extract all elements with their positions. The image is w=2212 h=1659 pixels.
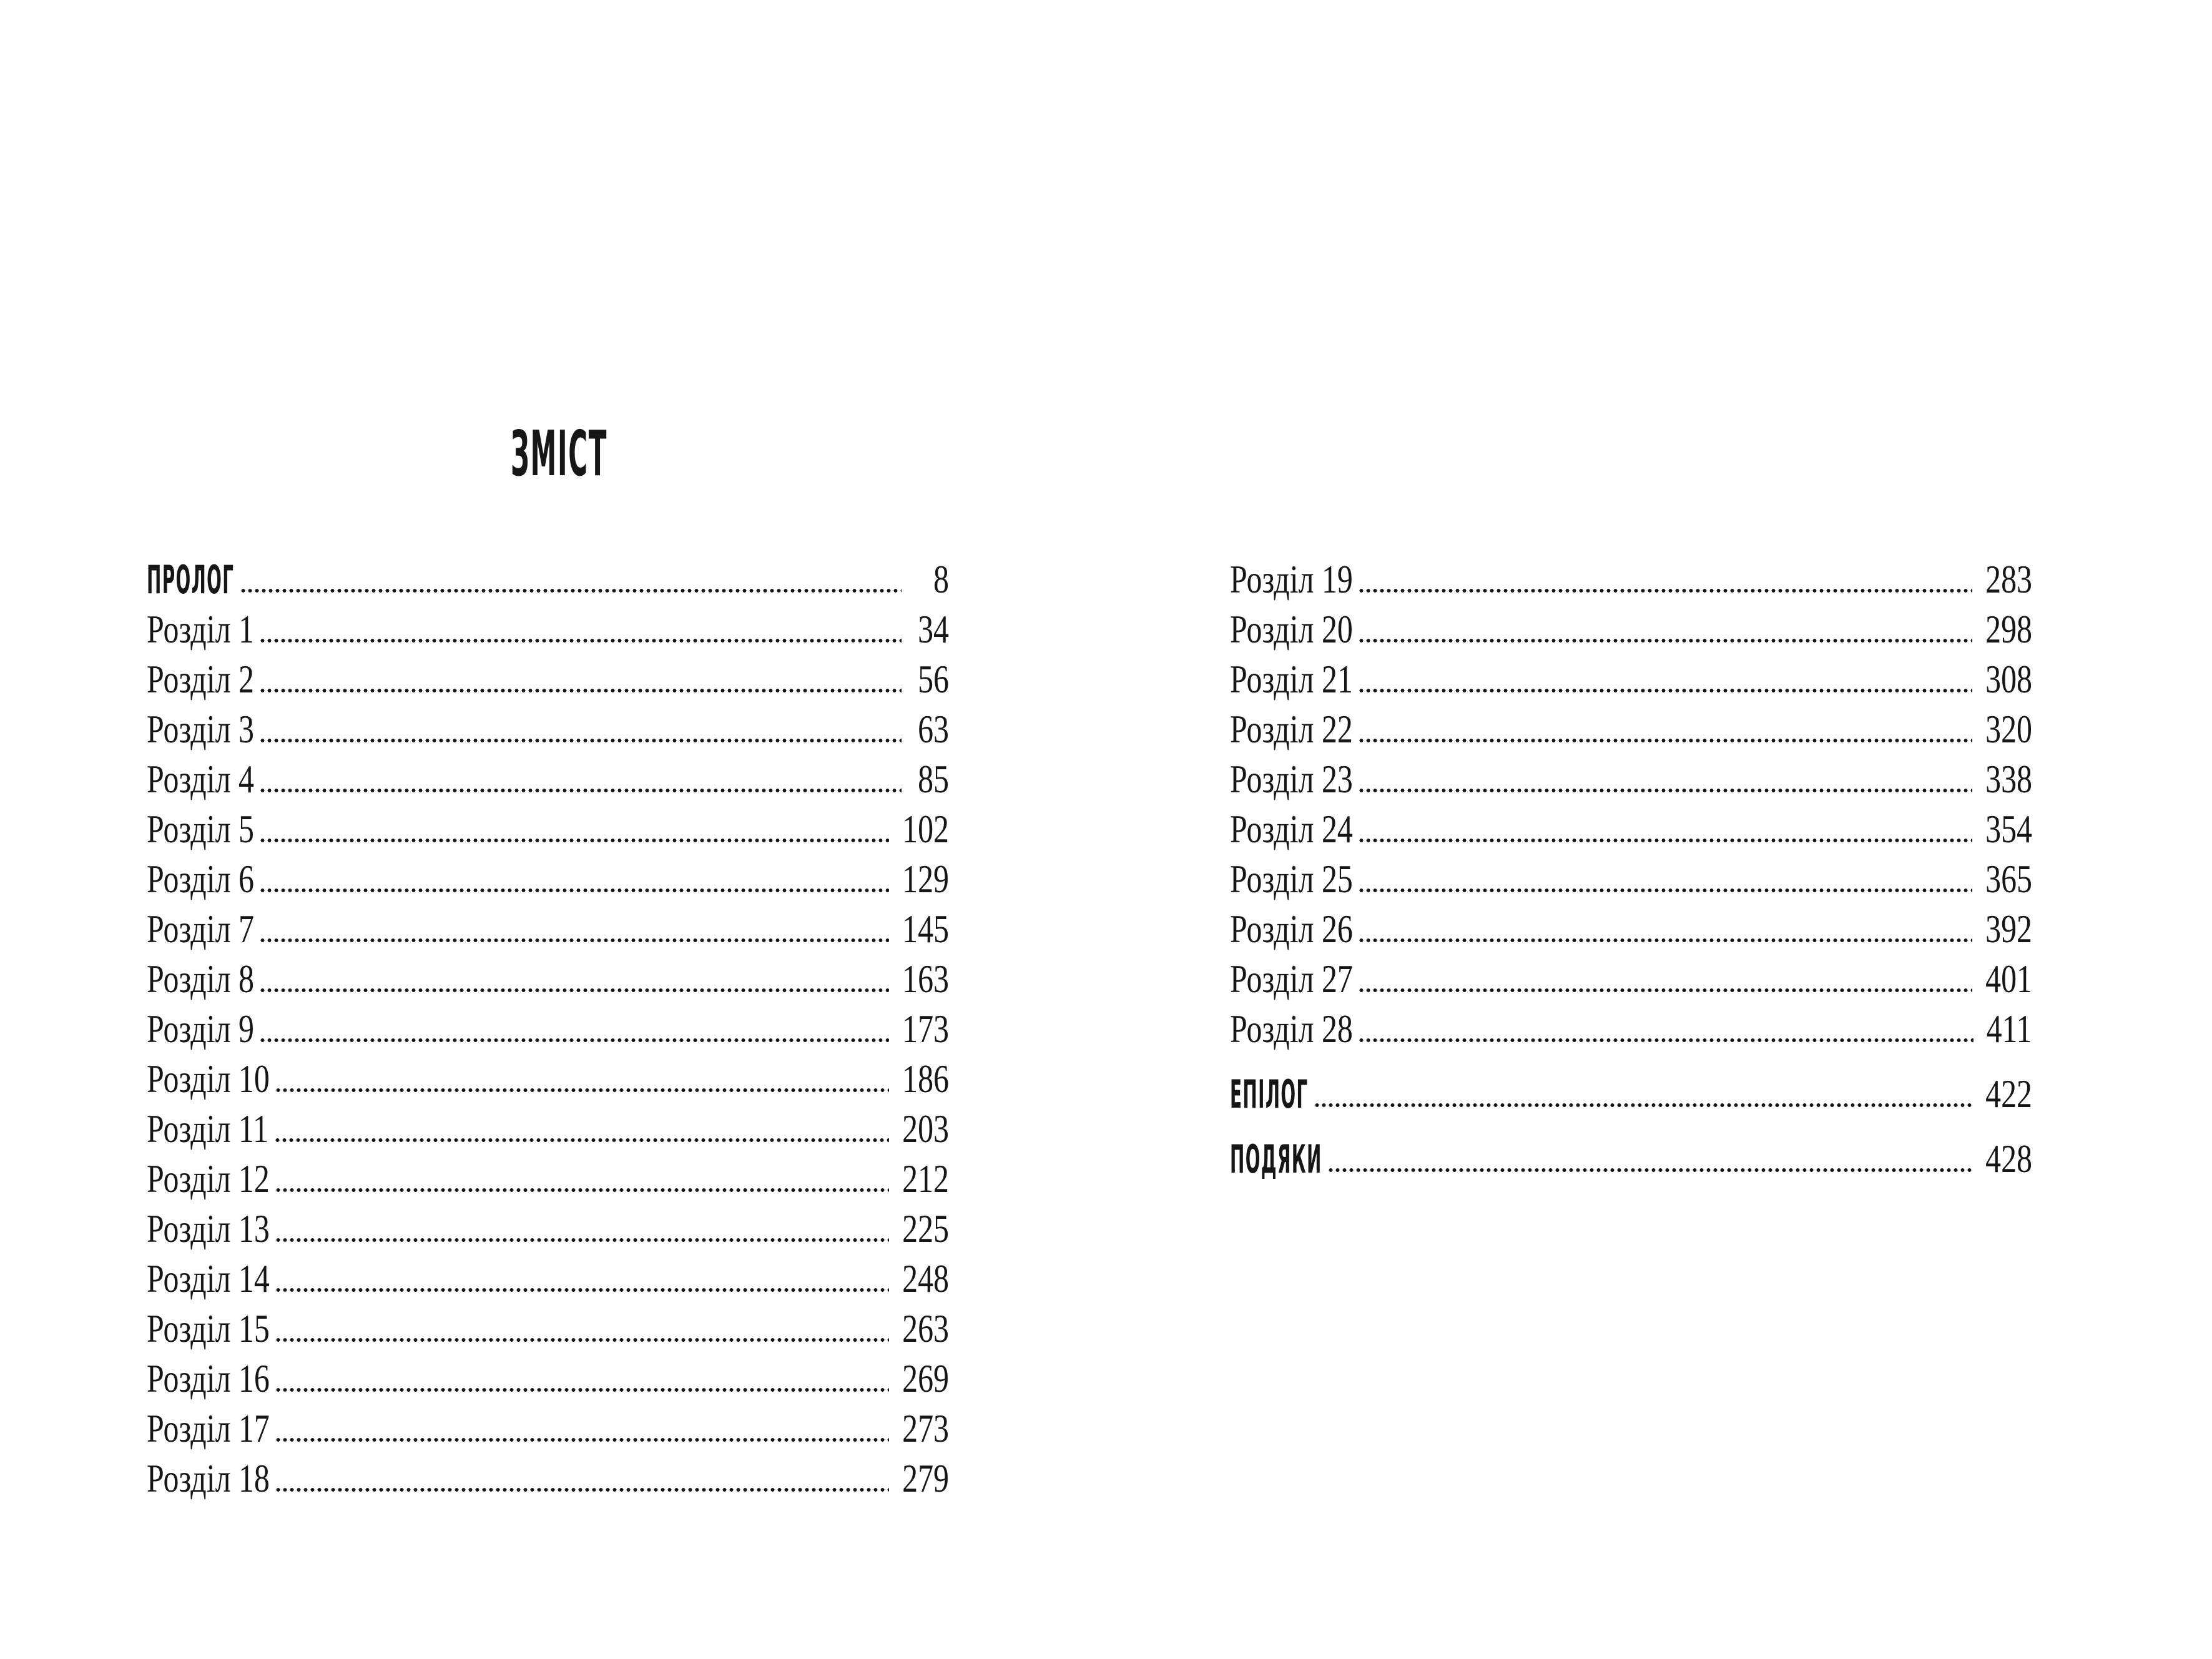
dot-leader (1358, 988, 1972, 993)
dot-leader (259, 938, 889, 943)
toc-entry-label (1230, 859, 1353, 899)
toc-entry-label (147, 859, 254, 899)
toc-entry-label (147, 659, 254, 699)
dot-leader (240, 588, 902, 593)
toc-entry-page (889, 809, 949, 849)
toc-entry (147, 1449, 949, 1499)
toc-entry (1230, 949, 2032, 999)
toc-entry-label-text: Розділ 13 (147, 1206, 270, 1251)
toc-entry-label-text: Розділ 3 (147, 707, 254, 751)
dot-leader (1358, 688, 1972, 693)
toc-entry (147, 1399, 949, 1449)
toc-entry (147, 1149, 949, 1199)
toc-entry-page-number: 308 (1985, 657, 2032, 701)
toc-entry (1230, 749, 2032, 799)
toc-entry-label (147, 1256, 270, 1301)
toc-entry-label-text: Розділ 18 (147, 1456, 270, 1500)
toc-entry-page (889, 1356, 949, 1401)
toc-entry-page-number: 273 (902, 1406, 949, 1450)
toc-entry-page-number: 225 (902, 1206, 949, 1251)
toc-entry (1230, 649, 2032, 699)
toc-entry-page-number: 129 (902, 857, 949, 901)
toc-entry (1230, 549, 2032, 599)
dot-leader (1358, 1038, 1974, 1043)
toc-entry-page (902, 759, 949, 799)
toc-entry-label-text: Розділ 6 (147, 857, 254, 901)
toc-entry-label-text: Розділ 21 (1230, 657, 1353, 701)
toc-entry-page (889, 1406, 949, 1450)
dot-leader (1358, 738, 1972, 743)
toc-entry-label (1230, 1136, 1322, 1182)
toc-entry-label-text: Розділ 20 (1230, 607, 1353, 651)
toc-entry-page-number: 354 (1985, 807, 2032, 851)
toc-entry-label-text: Розділ 2 (147, 657, 254, 701)
toc-entry-page-number: 338 (1985, 757, 2032, 801)
toc-entry-page (1974, 1009, 2032, 1049)
toc-entry (147, 1249, 949, 1299)
dot-leader (259, 788, 902, 793)
toc-entry-label (147, 1356, 270, 1401)
toc-entry-label (1230, 709, 1353, 749)
toc-entry-label-text: Розділ 26 (1230, 907, 1353, 951)
toc-entry-label-text: Розділ 27 (1230, 957, 1353, 1001)
toc-entry-page (1972, 759, 2032, 799)
toc-entry-label-text: Розділ 19 (1230, 557, 1353, 601)
toc-entry-page (1972, 709, 2032, 749)
toc-entry-label (147, 1456, 270, 1500)
toc-entry-page-number: 269 (902, 1356, 949, 1401)
toc-entry-label-text: Розділ 23 (1230, 757, 1353, 801)
toc-entry-label (1230, 909, 1353, 949)
toc-entry-page (889, 959, 949, 999)
toc-entry-page-number: 320 (1985, 707, 2032, 751)
toc-entry-label (1230, 609, 1353, 649)
toc-entry-page-number: 145 (902, 907, 949, 951)
toc-entry-label-text: Розділ 25 (1230, 857, 1353, 901)
toc-entry-page (889, 1306, 949, 1351)
dot-leader (259, 1038, 889, 1043)
toc-entry (1230, 1129, 2032, 1182)
dot-leader (1358, 588, 1972, 593)
toc-entry-label (1230, 1009, 1353, 1049)
toc-entry-label (147, 557, 235, 603)
toc-entry-page (889, 1256, 949, 1301)
dot-leader (259, 838, 889, 843)
toc-entry-page (889, 1009, 949, 1049)
toc-entry-label (147, 1206, 270, 1251)
toc-entry-page-number: 203 (902, 1106, 949, 1151)
toc-entry-page (1972, 559, 2032, 599)
toc-entry (147, 999, 949, 1049)
toc-entry-label (147, 809, 254, 849)
toc-entry (1230, 899, 2032, 949)
dot-leader (259, 888, 889, 893)
toc-entry (1230, 999, 2032, 1049)
toc-entry-page-number: 411 (1986, 1007, 2032, 1051)
toc-entry-page (1972, 1071, 2032, 1116)
toc-entry-label-text: ЕПІЛОГ (1230, 1071, 1309, 1117)
dot-leader (1358, 838, 1972, 843)
dot-leader (259, 638, 902, 643)
toc-entry-page (902, 609, 949, 649)
toc-entry (1230, 849, 2032, 899)
toc-entry-page-number: 283 (1985, 557, 2032, 601)
toc-entry-label (147, 609, 254, 649)
toc-entry-label (1230, 809, 1353, 849)
toc-entry-page (902, 709, 949, 749)
toc-entry (147, 1049, 949, 1099)
toc-entry (1230, 1064, 2032, 1117)
toc-entry (147, 649, 949, 699)
toc-entry-page (889, 909, 949, 949)
toc-entry (1230, 699, 2032, 749)
dot-leader (1358, 938, 1972, 943)
dot-leader (275, 1088, 889, 1093)
toc-entry-page-number: 85 (918, 757, 949, 801)
toc-entry-label (1230, 959, 1353, 999)
toc-column-right (1230, 549, 2032, 1182)
dot-leader (259, 988, 889, 993)
toc-entry-page-number: 279 (902, 1456, 949, 1500)
toc-entry (147, 899, 949, 949)
toc-entry-label (147, 909, 254, 949)
dot-leader (275, 1487, 889, 1492)
toc-entry (147, 549, 949, 603)
dot-leader (1358, 638, 1972, 643)
toc-entry-label-text: Розділ 17 (147, 1406, 270, 1450)
toc-entry-label (147, 1156, 270, 1201)
dot-leader (1358, 788, 1972, 793)
toc-entry-label-text: Розділ 10 (147, 1056, 270, 1101)
toc-entry-page-number: 186 (902, 1056, 949, 1101)
toc-entry-page (1972, 809, 2032, 849)
dot-leader (275, 1287, 889, 1292)
toc-entry-page-number: 63 (918, 707, 949, 751)
toc-entry-label-text: Розділ 22 (1230, 707, 1353, 751)
toc-entry-page-number: 365 (1985, 857, 2032, 901)
dot-leader (275, 1188, 889, 1193)
toc-entry-page-number: 401 (1985, 957, 2032, 1001)
toc-entry (147, 849, 949, 899)
toc-entry-page (1972, 609, 2032, 649)
toc-entry-page (889, 1156, 949, 1201)
toc-entry-page (889, 1056, 949, 1101)
toc-entry-label (147, 1306, 270, 1351)
toc-entry-page (1972, 859, 2032, 899)
toc-entry-page-number: 8 (933, 557, 949, 601)
toc-entry (147, 699, 949, 749)
toc-entry-label (147, 759, 254, 799)
toc-entry-page-number: 422 (1985, 1071, 2032, 1116)
toc-entry-page-number: 298 (1985, 607, 2032, 651)
toc-entry-page-number: 263 (902, 1306, 949, 1351)
toc-entry-page (889, 859, 949, 899)
toc-entry-page (902, 659, 949, 699)
toc-entry-page (889, 1456, 949, 1500)
toc-entry-page-number: 34 (918, 607, 949, 651)
toc-entry-label (1230, 659, 1353, 699)
toc-entry-label (147, 1056, 270, 1101)
toc-entry (147, 799, 949, 849)
dot-leader (259, 738, 902, 743)
toc-entry (147, 749, 949, 799)
toc-entry-label-text: Розділ 7 (147, 907, 254, 951)
dot-leader (1314, 1103, 1972, 1108)
toc-entry (147, 1349, 949, 1399)
toc-entry-label (147, 1009, 254, 1049)
toc-entry-page-number: 56 (918, 657, 949, 701)
dot-leader (275, 1238, 889, 1243)
toc-entry-label (147, 1106, 269, 1151)
dot-leader (275, 1337, 889, 1342)
page-title (511, 417, 741, 490)
toc-entry-label-text: Розділ 11 (147, 1106, 269, 1151)
toc-entry-label (147, 1406, 270, 1450)
toc-entry-label-text: Розділ 28 (1230, 1007, 1353, 1051)
toc-entry (1230, 799, 2032, 849)
toc-entry-label-text: Розділ 12 (147, 1156, 270, 1201)
toc-entry-label-text: Розділ 5 (147, 807, 254, 851)
toc-entry-label (1230, 1071, 1309, 1117)
toc-entry-label-text: Розділ 8 (147, 957, 254, 1001)
dot-leader (259, 688, 902, 693)
toc-entry-page-number: 392 (1985, 907, 2032, 951)
toc-entry-page (1972, 909, 2032, 949)
toc-entry-page-number: 428 (1985, 1136, 2032, 1181)
dot-leader (1358, 888, 1972, 893)
toc-entry-label (1230, 759, 1353, 799)
toc-entry-page-number: 102 (902, 807, 949, 851)
toc-entry-page (902, 559, 949, 599)
dot-leader (1327, 1168, 1972, 1173)
toc-entry-label (147, 709, 254, 749)
toc-entry-label-text: Розділ 24 (1230, 807, 1353, 851)
toc-entry (147, 599, 949, 649)
dot-leader (275, 1437, 889, 1442)
toc-entry-page-number: 173 (902, 1007, 949, 1051)
dot-leader (275, 1387, 889, 1392)
toc-entry (1230, 599, 2032, 649)
toc-entry-label (1230, 559, 1353, 599)
toc-entry-label-text: Розділ 1 (147, 607, 254, 651)
page-title-text: ЗМІСТ (511, 417, 608, 490)
toc-column-left (147, 549, 949, 1499)
toc-entry-page (1972, 659, 2032, 699)
toc-entry-label-text: Розділ 16 (147, 1356, 270, 1401)
toc-entry-label-text: Розділ 4 (147, 757, 254, 801)
toc-entry-page-number: 163 (902, 957, 949, 1001)
toc-entry-page (889, 1206, 949, 1251)
toc-entry-page-number: 212 (902, 1156, 949, 1201)
toc-entry-label-text: Розділ 15 (147, 1306, 270, 1351)
toc-entry-label-text: ПОДЯКИ (1230, 1136, 1322, 1182)
toc-entry-page (1972, 1136, 2032, 1181)
toc-entry (147, 1199, 949, 1249)
toc-entry (147, 1099, 949, 1149)
toc-entry-label (147, 959, 254, 999)
toc-entry-page (889, 1106, 949, 1151)
toc-entry-label-text: ПРОЛОГ (147, 557, 235, 603)
toc-entry-page-number: 248 (902, 1256, 949, 1301)
toc-entry (147, 949, 949, 999)
toc-entry-page (1972, 959, 2032, 999)
dot-leader (274, 1138, 889, 1143)
toc-entry-label-text: Розділ 14 (147, 1256, 270, 1301)
toc-entry (147, 1299, 949, 1349)
toc-entry-label-text: Розділ 9 (147, 1007, 254, 1051)
